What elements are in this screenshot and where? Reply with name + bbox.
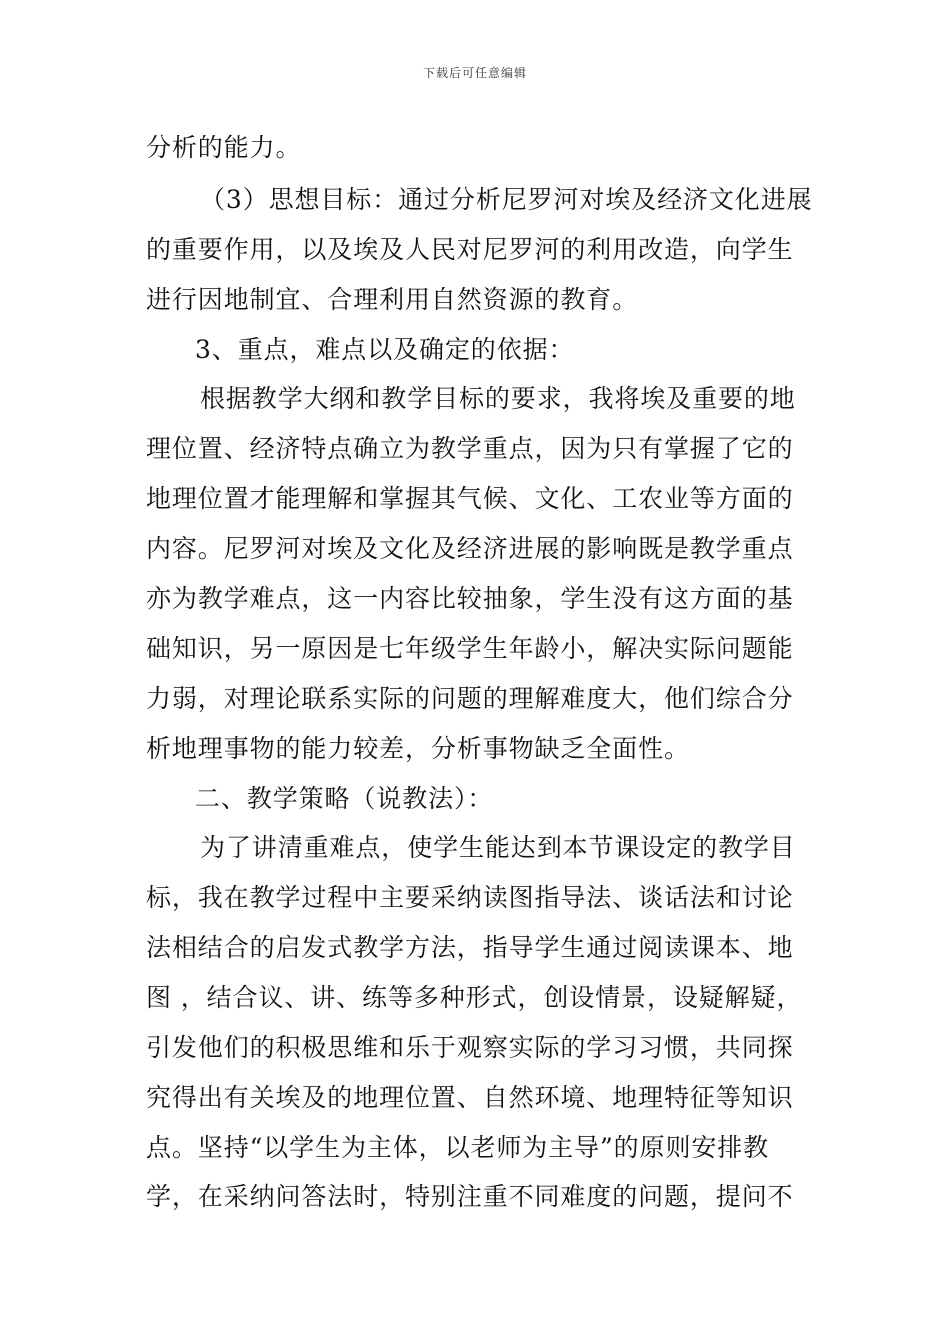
text-line: 点。坚持“以学生为主体，以老师为主导”的原则安排教 <box>146 1133 770 1162</box>
text-line: 引发他们的积极思维和乐于观察实际的学习习惯，共同探 <box>146 1033 794 1062</box>
text-line: 内容。尼罗河对埃及文化及经济进展的影响既是教学重点 <box>146 534 794 563</box>
text-line: 二、教学策略（说教法）： <box>195 784 494 813</box>
text-line: 析地理事物的能力较差，分析事物缺乏全面性。 <box>146 734 690 763</box>
text-line: 为了讲清重难点，使学生能达到本节课设定的教学目 <box>200 833 796 862</box>
text-line: 3、重点，难点以及确定的依据： <box>195 335 575 364</box>
page-header: 下载后可任意编辑 <box>422 66 527 80</box>
text-line: 标，我在教学过程中主要采纳读图指导法、谈话法和讨论 <box>146 883 794 912</box>
text-line: 根据教学大纲和教学目标的要求，我将埃及重要的地 <box>200 384 796 413</box>
text-line: 法相结合的启发式教学方法，指导学生通过阅读课本、地 <box>146 933 794 962</box>
text-line: 分析的能力。 <box>146 133 302 162</box>
text-line: 地理位置才能理解和掌握其气候、文化、工农业等方面的 <box>146 484 794 513</box>
text-line: 学，在采纳问答法时，特别注重不同难度的问题，提问不 <box>146 1182 794 1211</box>
text-line: 理位置、经济特点确立为教学重点，因为只有掌握了它的 <box>146 434 794 463</box>
text-line: 图 ，结合议、讲、练等多种形式，创设情景，设疑解疑， <box>146 983 803 1012</box>
text-line: 究得出有关埃及的地理位置、自然环境、地理特征等知识 <box>146 1083 794 1112</box>
text-line: 力弱，对理论联系实际的问题的理解难度大，他们综合分 <box>146 684 794 713</box>
text-line: （3）思想目标：通过分析尼罗河对埃及经济文化进展 <box>200 185 813 214</box>
text-line: 亦为教学难点，这一内容比较抽象，学生没有这方面的基 <box>146 584 794 613</box>
text-line: 的重要作用，以及埃及人民对尼罗河的利用改造，向学生 <box>146 235 794 264</box>
text-line: 进行因地制宜、合理利用自然资源的教育。 <box>146 285 639 314</box>
text-line: 础知识，另一原因是七年级学生年龄小，解决实际问题能 <box>146 634 794 663</box>
